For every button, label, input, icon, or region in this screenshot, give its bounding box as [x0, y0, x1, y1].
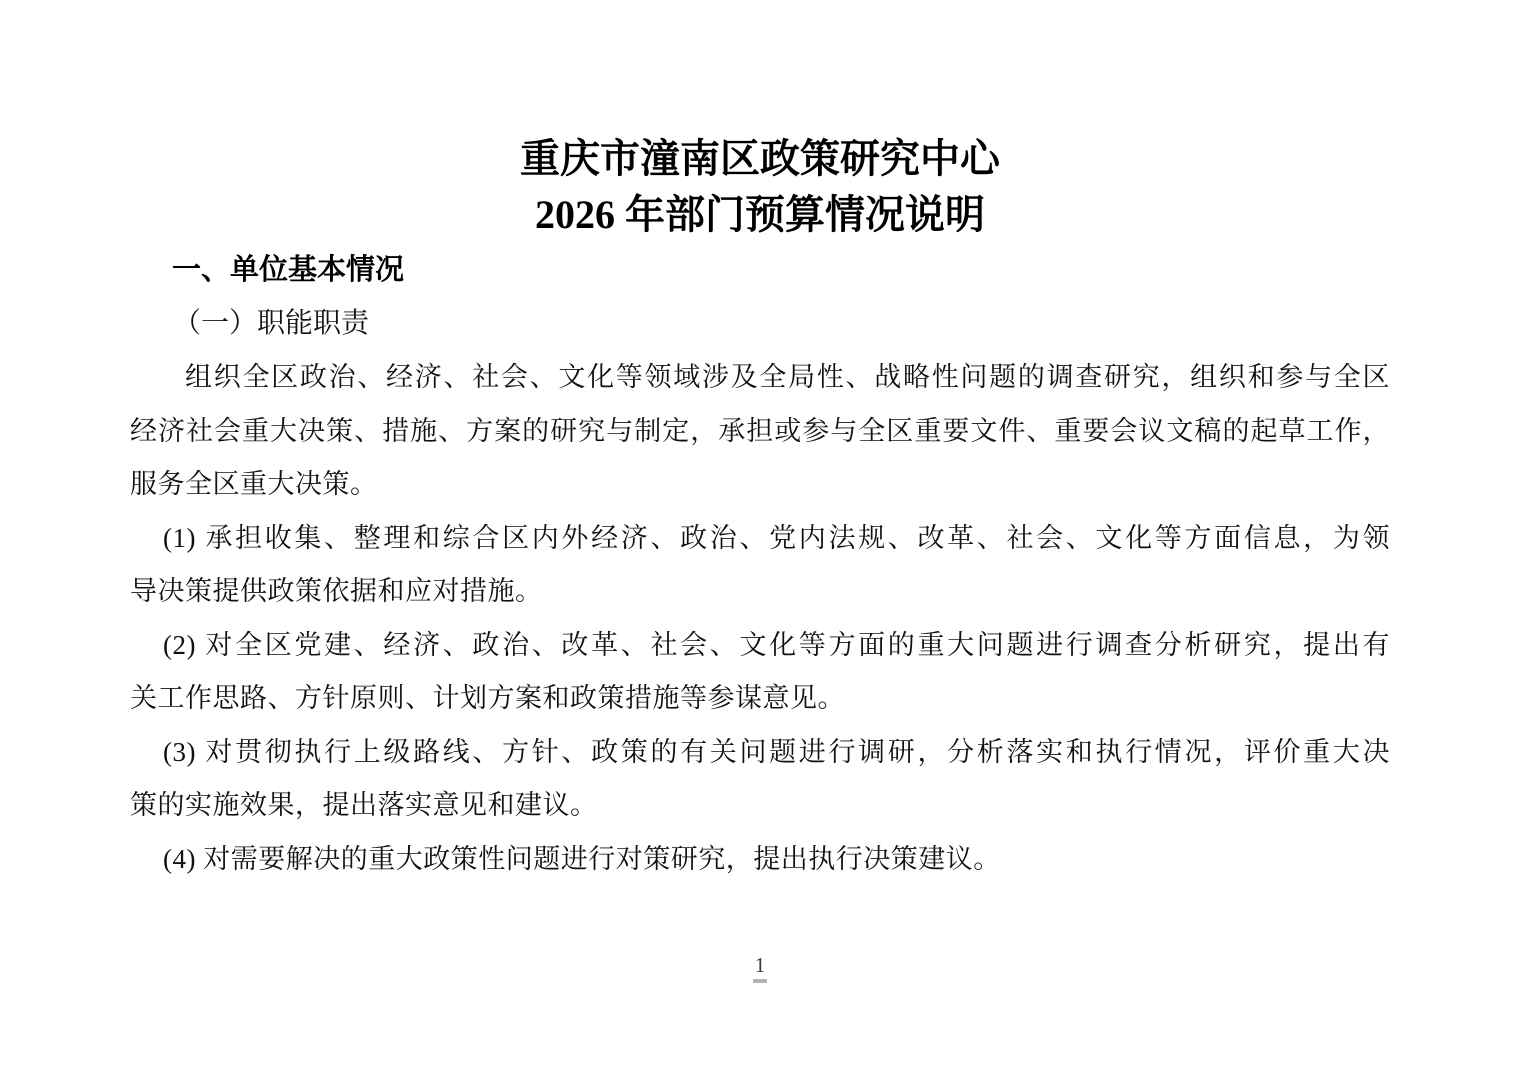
paragraph-line: 导决策提供政策依据和应对措施。 [130, 576, 543, 606]
paragraph-item-2 [130, 619, 1390, 726]
paragraph-item-3 [130, 726, 1390, 833]
paragraph-line: 组织全区政治、经济、社会、文化等领域涉及全局性、战略性问题的调查研究，组织和参与全区 [185, 362, 1390, 392]
page-number [0, 951, 1520, 983]
paragraph-line: (4) 对需要解决的重大政策性问题进行对策研究，提出执行决策建议。 [163, 843, 1001, 874]
page-number-value: 1 [753, 951, 768, 983]
paragraph-overview [130, 351, 1390, 512]
paragraph-line: 关工作思路、方针原则、计划方案和政策措施等参谋意见。 [130, 683, 845, 713]
section-heading-basic-info: 一、单位基本情况 [172, 254, 405, 286]
paragraph-line: (2) 对全区党建、经济、政治、改革、社会、文化等方面的重大问题进行调查分析研究，提出有 [163, 629, 1390, 660]
paragraph-line: (1) 承担收集、整理和综合区内外经济、政治、党内法规、改革、社会、文化等方面信息，为领 [163, 522, 1390, 553]
paragraph-item-1 [130, 512, 1390, 619]
document-title-line2: 2026 年部门预算情况说明 [535, 192, 985, 237]
paragraph-item-4 [130, 833, 1390, 887]
paragraph-line: 服务全区重大决策。 [130, 469, 378, 499]
document-title-line1: 重庆市潼南区政策研究中心 [520, 136, 1000, 181]
paragraph-line: 策的实施效果，提出落实意见和建议。 [130, 790, 598, 820]
document-title [130, 131, 1390, 243]
subsection-heading-duties: （一）职能职责 [173, 308, 370, 339]
paragraph-line: 经济社会重大决策、措施、方案的研究与制定，承担或参与全区重要文件、重要会议文稿的起草工作， [130, 415, 1390, 446]
paragraph-line: (3) 对贯彻执行上级路线、方针、政策的有关问题进行调研，分析落实和执行情况，评价重大决 [163, 736, 1390, 767]
